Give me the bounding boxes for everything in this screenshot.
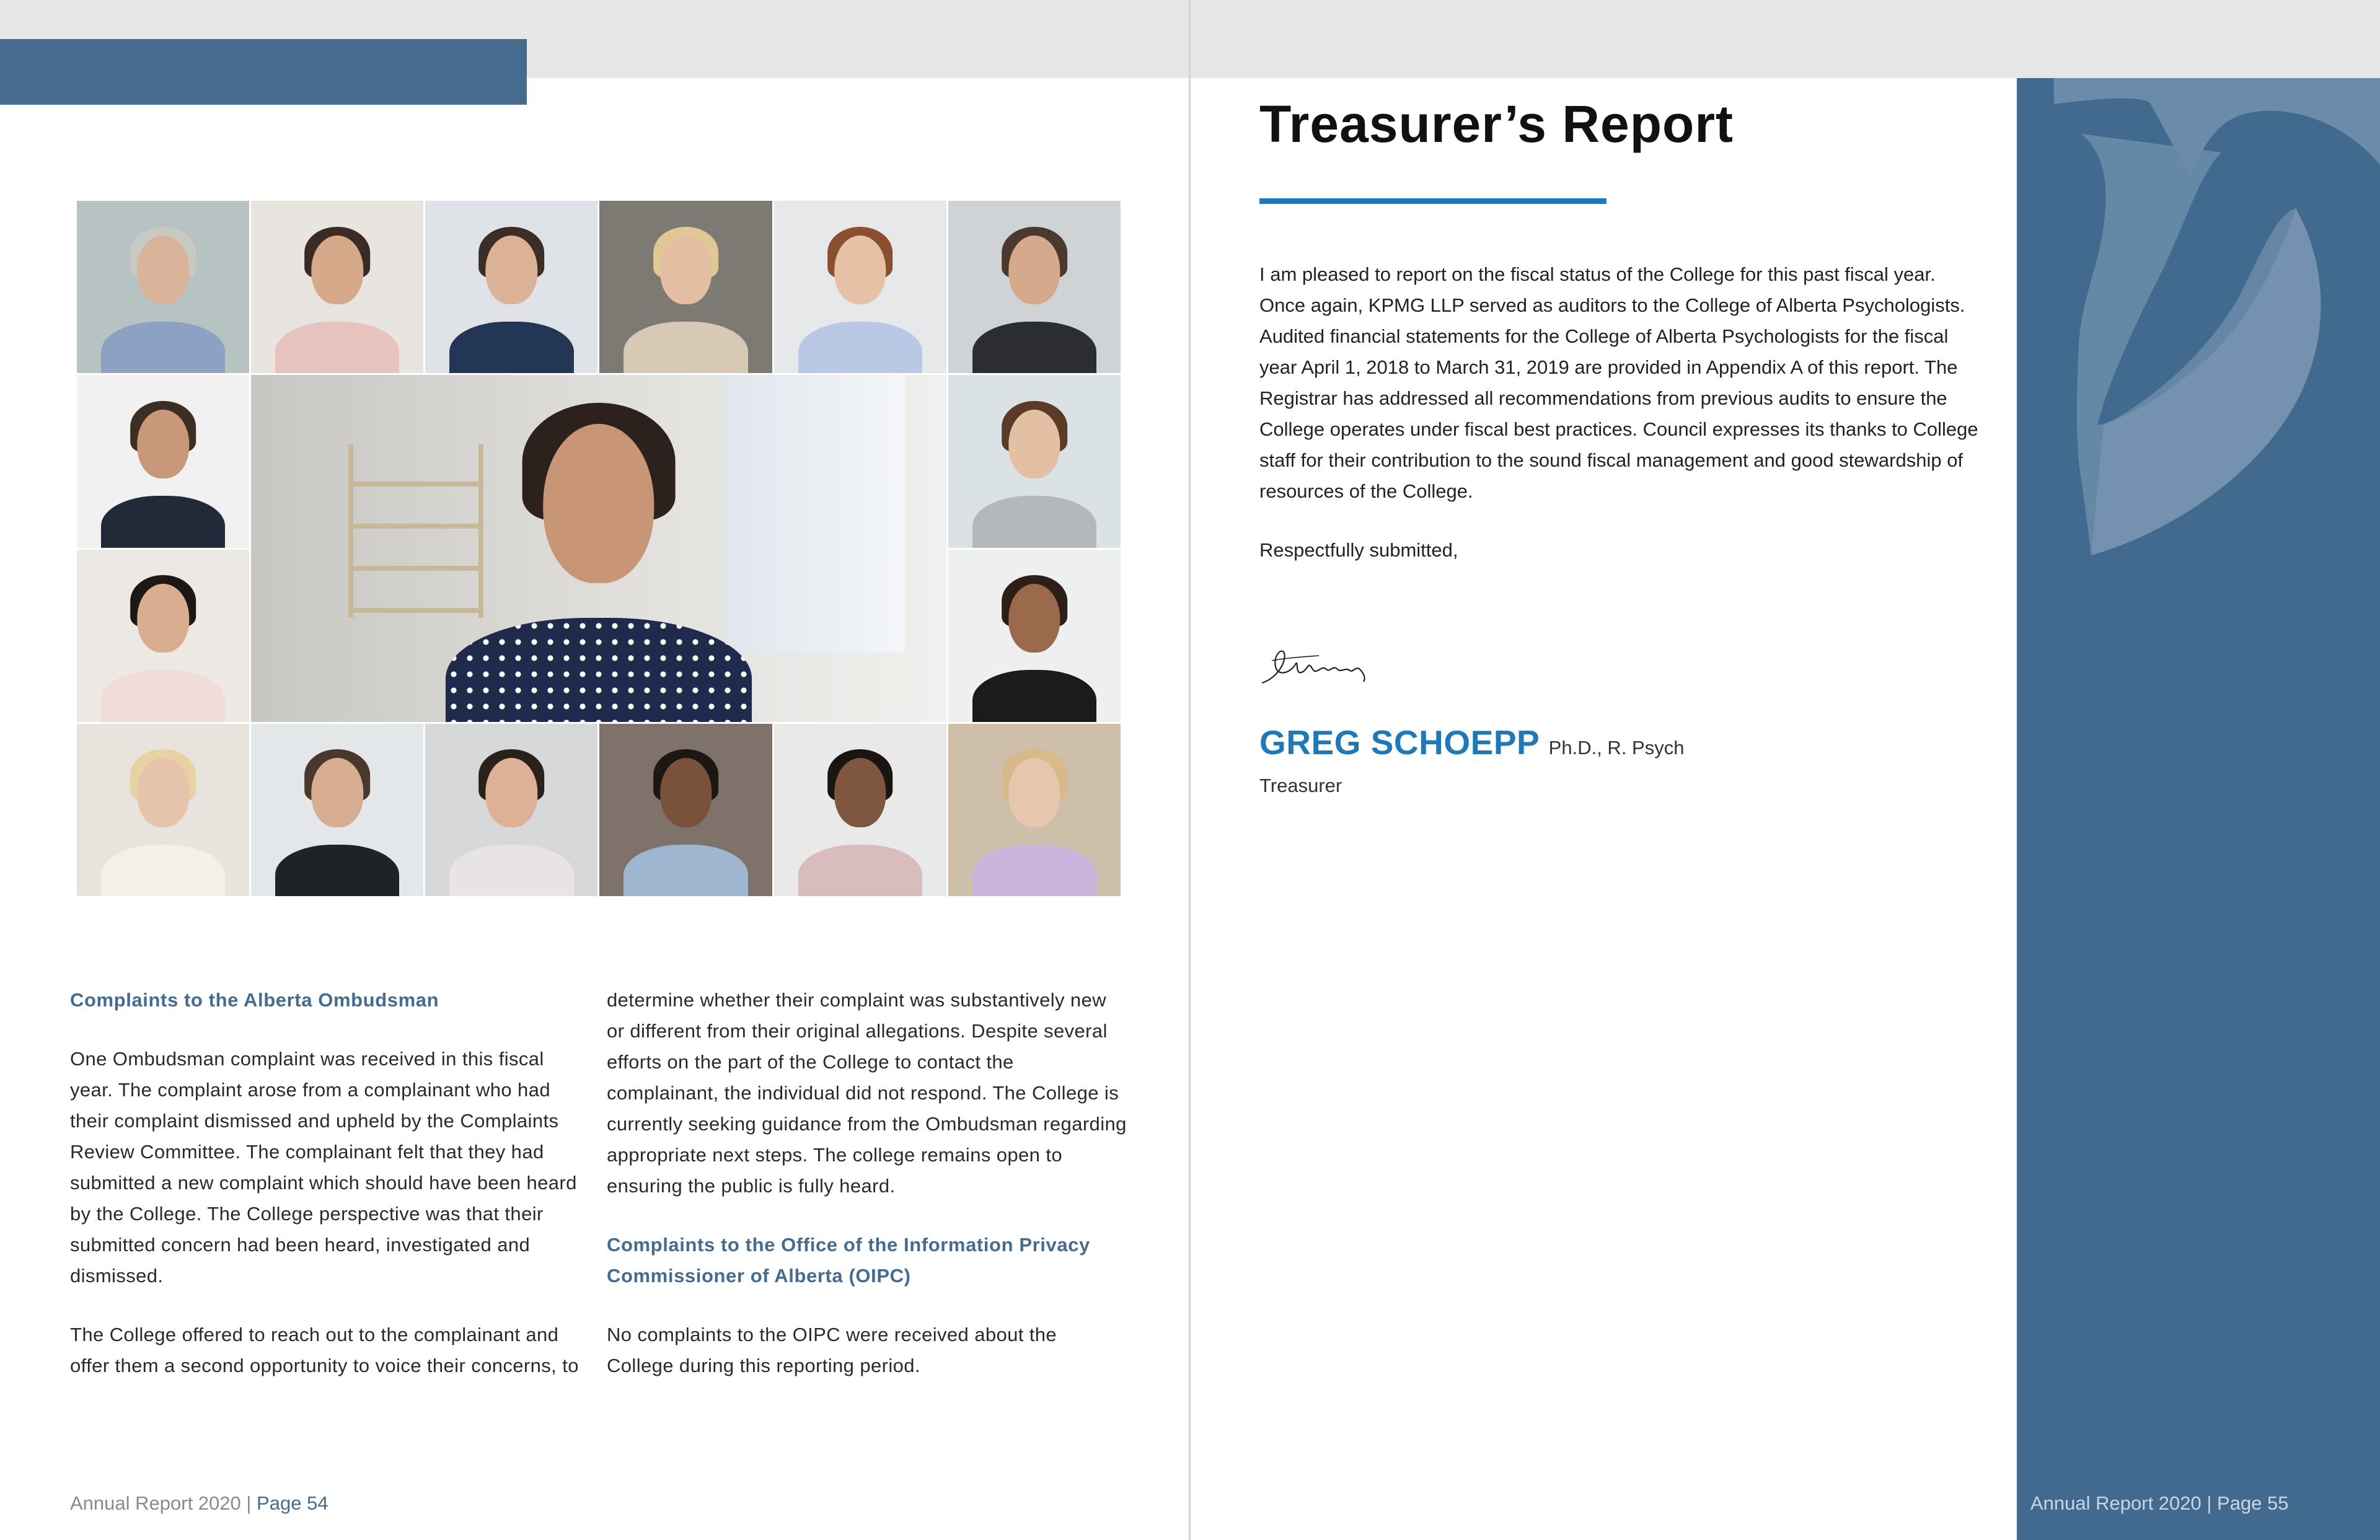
photo-tile xyxy=(77,724,249,896)
footer-left xyxy=(70,1492,328,1515)
photo-tile xyxy=(948,201,1121,373)
signer-name: GREG SCHOEPP xyxy=(1259,723,1540,762)
footer-report-label: Annual Report 2020 | xyxy=(70,1492,257,1514)
closing: Respectfully submitted, xyxy=(1259,539,1458,561)
photo-tile xyxy=(77,550,249,722)
photo-tile xyxy=(948,550,1121,722)
signer-role: Treasurer xyxy=(1259,775,1342,796)
footer-page-number: Page 54 xyxy=(257,1492,328,1514)
title-underline xyxy=(1259,198,1606,204)
signature-image xyxy=(1259,642,1371,692)
paragraph: I am pleased to report on the fiscal status of the College for this past fiscal year. Once again, KPMG LLP served as auditors to the College of Alberta Psychologists. Audited financial statements for the College of Alberta Psychologists for the fiscal year April 1, 2018 to March 31, 2019 are provided in Appendix A of this report. The Registrar has addressed all recommendations from previous audits to ensure the College operates under fiscal best practices. Council expresses its thanks to College staff for their contribution to the sound fiscal management and good stewardship of resources of the College. xyxy=(1259,263,1978,502)
left-text-column xyxy=(70,985,584,1409)
photo-tile xyxy=(774,201,946,373)
video-call-photo-collage xyxy=(77,201,1121,896)
photo-tile xyxy=(599,201,772,373)
footer-right: Annual Report 2020 | Page 55 xyxy=(2030,1492,2289,1514)
photo-tile xyxy=(251,724,423,896)
photo-tile xyxy=(948,724,1121,896)
photo-tile xyxy=(948,375,1121,547)
photo-tile xyxy=(599,724,772,896)
photo-tile xyxy=(774,724,946,896)
photo-tile xyxy=(425,724,597,896)
brand-side-panel xyxy=(2017,78,2380,1540)
paragraph: One Ombudsman complaint was received in this fiscal year. The complaint arose from a complainant who had their complaint dismissed and upheld by the Complaints Review Committee. The complainant felt that they had submitted a new complaint which should have been heard by the College. The College perspective was that their submitted concern had been heard, investigated and dismissed. xyxy=(70,1048,577,1287)
signer-line xyxy=(1259,723,1684,762)
photo-tile xyxy=(251,201,423,373)
photo-tile xyxy=(77,201,249,373)
photo-tile xyxy=(425,201,597,373)
page-title: Treasurer’s Report xyxy=(1259,95,1734,153)
paragraph: determine whether their complaint was substantively new or different from their original allegations. Despite several efforts on the part of the College to contact the complainant, the individual did not respond. The College is currently seeking guidance from the Ombudsman regarding appropriate next steps. The college remains open to ensuring the public is fully heard. xyxy=(607,989,1127,1197)
report-body xyxy=(1259,259,1978,594)
photo-tile xyxy=(77,375,249,547)
right-text-column xyxy=(607,985,1127,1409)
paragraph: No complaints to the OIPC were received about the College during this reporting period. xyxy=(607,1324,1057,1376)
left-accent-bar xyxy=(0,39,527,105)
section-heading-ombudsman: Complaints to the Alberta Ombudsman xyxy=(70,989,439,1011)
section-heading-oipc: Complaints to the Office of the Information Privacy Commissioner of Alberta (OIPC) xyxy=(607,1234,1090,1287)
signer-credentials: Ph.D., R. Psych xyxy=(1548,737,1685,759)
college-logo-mark xyxy=(2017,78,2380,698)
paragraph: The College offered to reach out to the complainant and offer them a second opportunity to voice their concerns, to xyxy=(70,1324,579,1376)
photo-tile-featured xyxy=(251,375,946,722)
